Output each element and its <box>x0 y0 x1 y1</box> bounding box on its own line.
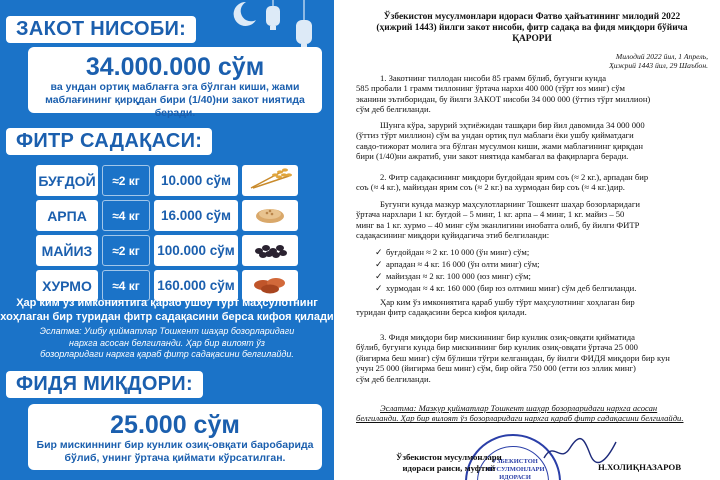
checkmark-icon: ✓ <box>375 247 383 257</box>
table-row <box>36 165 298 196</box>
zakot-desc: ва ундан ортиқ маблағга эга бўлган киши, жами маблағининг қирқдан бири (1/40)ни закот ниятида беради. <box>45 81 305 119</box>
paragraph-3: 3. Фидя миқдори бир мискиннинг бир кунлик озиқ-овқати қийматида бўлиб, бугунги кунда бир мискиннинг бир кунлик озиқ-овқати ўртача 25 000 (йигирма беш минг) сўм бўлиши тўғри келганидан, бу йилги ФИДЯ миқдори бир кун учун 25 000 (йигирма беш минг) сўм, бир ойга 750 000 (етти юз эллик минг) сўм деб белгиланди. <box>356 332 670 384</box>
fitr-note: Ҳар ким ўз имкониятига қараб ушбу тўрт маҳсулотнинг хоҳлаган бир туридан фитр садақасини берса кифоя қилади <box>0 297 334 323</box>
paragraph-2b: Бугунги кунда мазкур маҳсулотларнинг Тошкент шаҳар бозорларидаги ўртача нархлари 1 кг. буғдой – 5 минг, 1 кг. арпа – 4 минг, 1 кг. майиз – 50 минг ва 1 кг. хурмо – 40 минг сўм эканлигини инобатга олиб, бу йилги ФИТР садақасининг миқдори қуйидагича этиб белгиланди: <box>356 199 640 241</box>
list-item: ✓ буғдойдан ≈ 2 кг. 10 000 (ўн минг) сўм; <box>375 247 530 257</box>
product-qty: ≈4 кг <box>102 200 150 231</box>
product-price: 16.000 сўм <box>154 200 238 231</box>
fitr-eslatma: Эслатма: Ушбу қийматлар Тошкент шаҳар бозорларидаги нархга асосан белгиланди. Ҳар бир вилоят ўз бозорларидаги нархга қараб фитр садақасини белгилайди. <box>39 326 295 359</box>
signatory-title: Ўзбекистон мусулмонлари идораси раиси, муфтий <box>396 452 502 473</box>
product-price: 160.000 сўм <box>154 270 238 301</box>
checkmark-icon: ✓ <box>375 271 383 281</box>
fitr-table <box>32 161 302 305</box>
wheat-image <box>242 165 298 196</box>
paragraph-2: 2. Фитр садақасининг миқдори буғдойдан ярим соъ (≈ 2 кг.), арпадан бир соъ (≈ 4 кг.), майиздан ярим соъ (≈ 2 кг.) ва хурмодан бир соъ (≈ 4 кг.)дир. <box>356 172 649 193</box>
zakot-amount: 34.000.000 сўм <box>85 53 265 81</box>
table-row <box>36 200 298 231</box>
list-item: ✓ майиздан ≈ 2 кг. 100 000 (юз минг) сўм; <box>375 271 531 281</box>
crescent-moon-icon <box>228 0 258 28</box>
table-row <box>36 235 298 266</box>
stamp-text: ЎЗБЕКИСТОН МУСУЛМОНЛАРИ ИДОРАСИ <box>485 458 545 480</box>
product-qty: ≈2 кг <box>102 165 150 196</box>
raisins-image <box>242 235 298 266</box>
fatwa-decree-document <box>340 0 720 480</box>
zakot-infographic <box>0 0 334 480</box>
checkmark-icon: ✓ <box>375 283 383 293</box>
list-item: ✓ хурмодан ≈ 4 кг. 160 000 (бир юз олтмиш минг) сўм деб белгиланди. <box>375 283 637 293</box>
paragraph-2c: Ҳар ким ўз имкониятига қараб ушбу тўрт маҳсулотнинг хоҳлаган бир туридан фитр садақасини берса кифоя қилади. <box>356 297 635 318</box>
document-title: Ўзбекистон мусулмонлари идораси Фатво ҳайъатининг милодий 2022 (ҳижрий 1443) йилги закот нисоби, фитр садақа ва фидя миқдори бўйича ҚАРОРИ <box>376 12 688 44</box>
list-item: ✓ арпадан ≈ 4 кг. 16 000 (ўн олти минг) сўм; <box>375 259 540 269</box>
paragraph-1: 1. Закотнинг тиллодан нисоби 85 грамм бўлиб, бугунги кунда 585 пробали 1 грамм тиллонинг ўртача нархи 400 000 (тўрт юз минг) сўм эканини эътиборидан, бу йилги ЗАКОТ нисоби 34 000 000 (ўттиз тўрт миллион) сўм деб белгиланди. <box>356 73 651 115</box>
product-name: МАЙИЗ <box>36 235 98 266</box>
zakot-card <box>28 47 322 119</box>
eslatma-note: Эслатма: Мазкур қийматлар Тошкент шаҳар бозорларидаги нархга асосан белгиланди. Ҳар бир вилоят ўз бозорларидаги нархга қараб фитр садақасини белгилайди. <box>356 403 684 424</box>
fidya-amount: 25.000 сўм <box>110 411 240 439</box>
product-name: ХУРМО <box>36 270 98 301</box>
fidya-card <box>28 404 322 470</box>
fidya-heading: ФИДЯ МИҚДОРИ: <box>6 371 203 398</box>
barley-image <box>242 200 298 231</box>
product-qty: ≈2 кг <box>102 235 150 266</box>
document-date: Милодий 2022 йил, 1 Апрель, Ҳижрий 1443 йил, 29 Шаъбон. <box>609 52 708 71</box>
fidya-desc: Бир мискиннинг бир кунлик озиқ-овқати баробарида бўлиб, унинг ўртача қиймати кўрсатилган. <box>36 439 314 464</box>
lantern-icon <box>262 0 284 34</box>
fitr-heading: ФИТР САДАҚАСИ: <box>6 128 212 155</box>
product-name: АРПА <box>36 200 98 231</box>
signatory-name: Н.ХОЛИҚНАЗАРОВ <box>598 462 682 472</box>
zakot-heading: ЗАКОТ НИСОБИ: <box>6 16 196 43</box>
product-qty: ≈4 кг <box>102 270 150 301</box>
product-price: 100.000 сўм <box>154 235 238 266</box>
product-name: БУҒДОЙ <box>36 165 98 196</box>
checkmark-icon: ✓ <box>375 259 383 269</box>
paragraph-1b: Шунга кўра, зарурий эҳтиёжидан ташқари бир йил давомида 34 000 000 (ўттиз тўрт миллион) сўм ва ундан ортиқ пул маблағи ёки ушбу қийматдаги савдо-тижорат молига эга бўлган мусулмон киши, жами маблағининг қирқдан бири (1/40)ни ажратиб, уни закот ниятида камбағал ва фақирларга беради. <box>356 120 645 162</box>
product-price: 10.000 сўм <box>154 165 238 196</box>
